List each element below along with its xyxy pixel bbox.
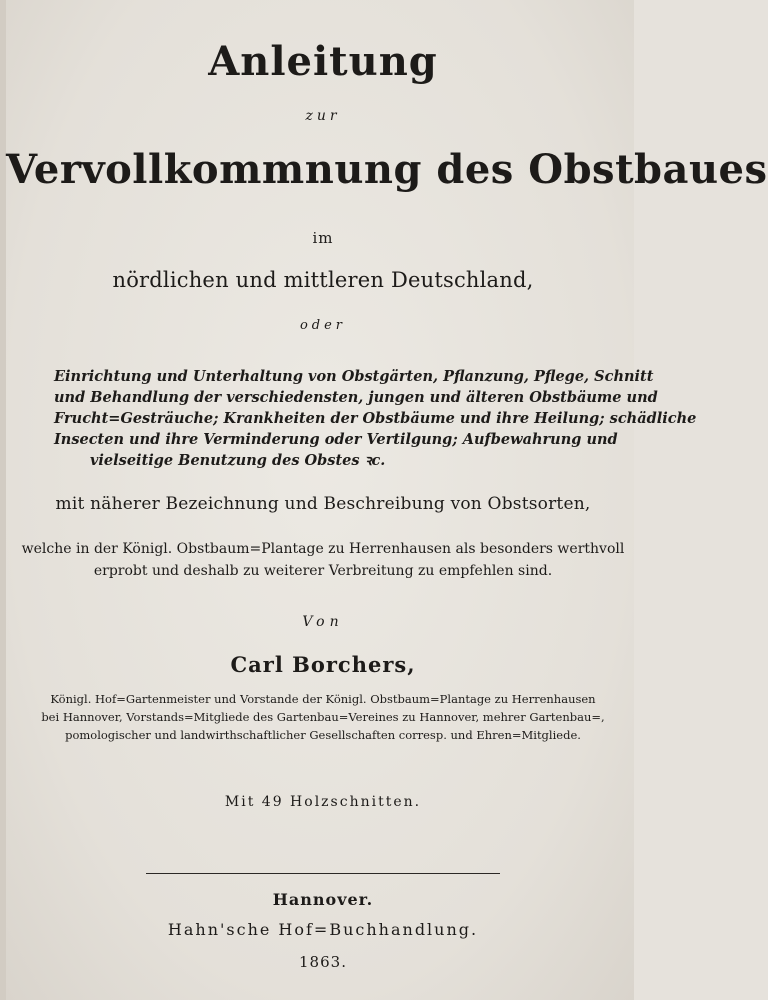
description-line: und Behandlung der verschiedensten, jungen und älteren Obstbäume und: [54, 389, 658, 406]
imprint-city: Hannover.: [272, 890, 374, 909]
provenance-block: [6, 538, 640, 582]
by-label: Von: [302, 614, 344, 630]
author-name: Carl Borchers,: [230, 652, 416, 677]
description-line: Insecten und ihre Verminderung oder Vertilgung; Aufbewahrung und: [54, 431, 618, 448]
description-block: [54, 366, 697, 471]
subtitle-im: im: [312, 229, 334, 247]
imprint-divider: [146, 873, 500, 874]
provenance-line: welche in der Königl. Obstbaum=Plantage zu Herrenhausen als besonders werthvoll: [21, 541, 625, 557]
description-line: Einrichtung und Unterhaltung von Obstgärten, Pflanzung, Pflege, Schnitt: [54, 368, 654, 385]
subtitle-oder: oder: [299, 318, 347, 333]
description-line: vielseitige Benutzung des Obstes ꝛc.: [90, 452, 386, 469]
woodcuts-note: Mit 49 Holzschnitten.: [224, 794, 422, 810]
imprint-year: 1863.: [299, 953, 347, 971]
title-line-2: Vervollkommnung des Obstbaues: [6, 146, 768, 193]
provenance-line: erprobt und deshalb zu weiterer Verbreitung zu empfehlen sind.: [93, 563, 553, 579]
author-affiliation: [36, 690, 610, 744]
affiliation-line: pomologischer und landwirthschaftlicher Gesellschaften corresp. und Ehren=Mitgliede.: [65, 728, 581, 742]
subtitle-region: nördlichen und mittleren Deutschland,: [112, 268, 534, 292]
affiliation-line: Königl. Hof=Gartenmeister und Vorstande der Königl. Obstbaum=Plantage zu Herrenhausen: [50, 692, 596, 706]
affiliation-line: bei Hannover, Vorstands=Mitgliede des Gartenbau=Vereines zu Hannover, mehrer Gartenbau=,: [41, 710, 605, 724]
varieties-line: mit näherer Bezeichnung und Beschreibung von Obstsorten,: [55, 494, 591, 514]
title-connector: zur: [305, 108, 341, 124]
title-line-1: Anleitung: [208, 38, 438, 85]
description-line: Frucht=Gesträuche; Krankheiten der Obstbäume und ihre Heilung; schädliche: [54, 410, 697, 427]
imprint-publisher: Hahn'sche Hof=Buchhandlung.: [167, 920, 479, 939]
